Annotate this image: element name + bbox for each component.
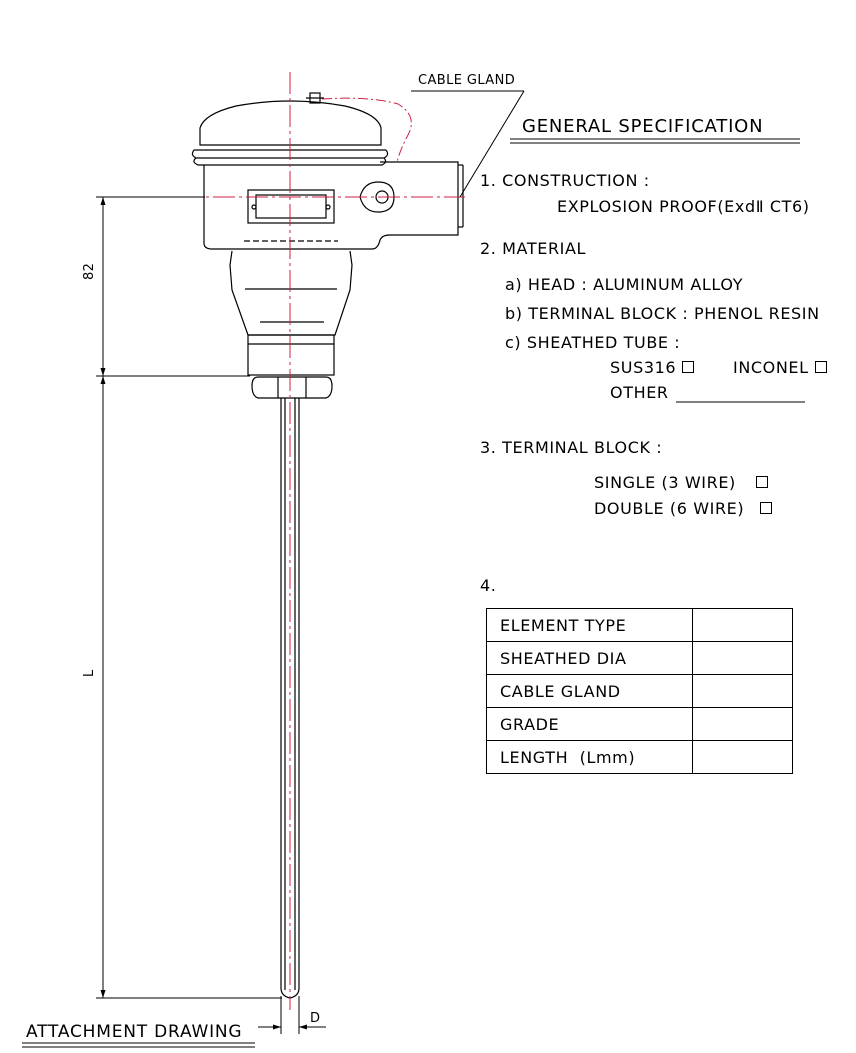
- sus316-checkbox[interactable]: [682, 361, 694, 373]
- cable-wire: [322, 98, 411, 162]
- option-other-label: OTHER: [610, 383, 669, 402]
- attachment-drawing-title: ATTACHMENT DRAWING: [26, 1022, 243, 1042]
- row-value[interactable]: [693, 609, 793, 642]
- dimension-D-label: D: [310, 1011, 321, 1026]
- material-label: 2. MATERIAL: [480, 239, 587, 258]
- spec-table: [486, 608, 793, 774]
- hex-nut: [252, 377, 332, 398]
- dimension-L-label: L: [82, 669, 97, 677]
- table-row: [487, 741, 793, 774]
- material-terminal-block: b) TERMINAL BLOCK : PHENOL RESIN: [505, 304, 820, 323]
- option-double: [594, 501, 772, 517]
- dimension-82-label: 82: [82, 262, 97, 280]
- material-head: a) HEAD : ALUMINUM ALLOY: [505, 275, 744, 294]
- sus316-label: SUS316: [610, 358, 677, 377]
- material-sheathed-tube: c) SHEATHED TUBE :: [505, 333, 681, 352]
- row-name: LENGTH (Lmm): [487, 741, 693, 774]
- table-row: [487, 642, 793, 675]
- construction-value: EXPLOSION PROOF(ExdⅡ CT6): [557, 197, 810, 216]
- row-name: ELEMENT TYPE: [487, 609, 693, 642]
- item4-label: 4.: [480, 576, 497, 595]
- nipple: [248, 335, 334, 375]
- table-row: [487, 708, 793, 741]
- spec-title: GENERAL SPECIFICATION: [522, 116, 764, 137]
- row-value[interactable]: [693, 741, 793, 774]
- option-single: [594, 475, 768, 491]
- inconel-checkbox[interactable]: [815, 361, 827, 373]
- head-body: [204, 162, 458, 249]
- inconel-label: INCONEL: [733, 358, 809, 377]
- single-checkbox[interactable]: [756, 476, 768, 488]
- option-sus316: [610, 360, 694, 376]
- row-value[interactable]: [693, 642, 793, 675]
- option-inconel: [733, 360, 827, 376]
- table-row: [487, 675, 793, 708]
- double-label: DOUBLE (6 WIRE): [594, 499, 745, 518]
- terminal-block-label: 3. TERMINAL BLOCK :: [480, 438, 663, 457]
- table-row: [487, 609, 793, 642]
- row-name: CABLE GLAND: [487, 675, 693, 708]
- single-label: SINGLE (3 WIRE): [594, 473, 736, 492]
- row-name: SHEATHED DIA: [487, 642, 693, 675]
- row-value[interactable]: [693, 708, 793, 741]
- row-name: GRADE: [487, 708, 693, 741]
- construction-label: 1. CONSTRUCTION :: [480, 171, 650, 190]
- row-value[interactable]: [693, 675, 793, 708]
- cable-gland-label: CABLE GLAND: [418, 73, 516, 88]
- double-checkbox[interactable]: [760, 502, 772, 514]
